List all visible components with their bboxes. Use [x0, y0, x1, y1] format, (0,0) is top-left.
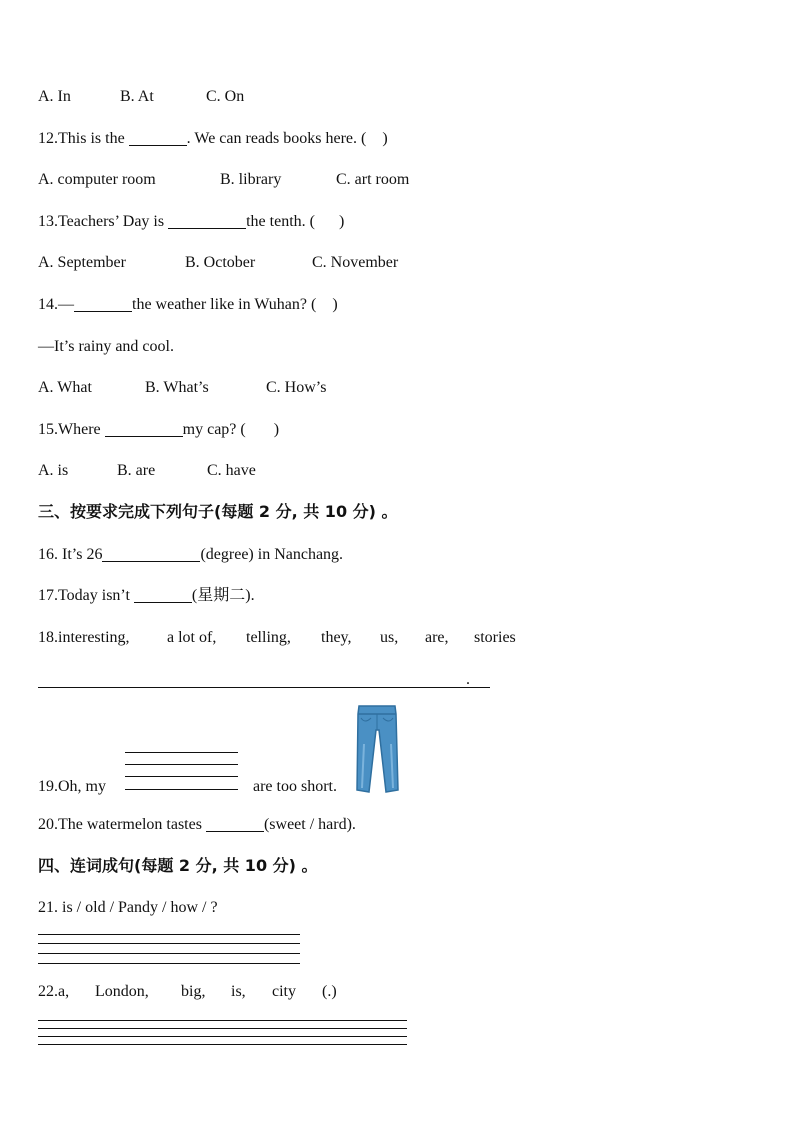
- q14-option-c[interactable]: C. How’s: [266, 379, 327, 396]
- q11-option-b[interactable]: B. At: [120, 88, 154, 105]
- q18-word: they,: [321, 629, 352, 646]
- q14-question: [38, 295, 338, 315]
- q15-question: [38, 420, 279, 440]
- q18-words: [38, 628, 538, 648]
- q22-answer-line[interactable]: [38, 1036, 407, 1037]
- q18-word: us,: [380, 629, 399, 646]
- q18-word: a lot of,: [167, 629, 217, 646]
- q17-text-before: 17.Today isn’t: [38, 587, 134, 604]
- q21-answer-line[interactable]: [38, 963, 300, 964]
- q17-text-after: (星期二).: [191, 587, 255, 604]
- q12-option-c[interactable]: C. art room: [336, 171, 410, 188]
- q15-option-c[interactable]: C. have: [207, 462, 256, 479]
- q12-option-a[interactable]: A. computer room: [38, 171, 156, 188]
- q18-word: stories: [474, 629, 516, 646]
- q19-answer-line[interactable]: [125, 789, 238, 790]
- q21-answer-line[interactable]: [38, 934, 300, 935]
- q15-option-a[interactable]: A. is: [38, 462, 69, 479]
- q22-word: big,: [181, 983, 206, 1000]
- q22-word: (.): [322, 983, 337, 1000]
- q13-question: [38, 212, 344, 232]
- section-3-heading: 三、按要求完成下列句子(每题 2 分, 共 10 分) 。: [38, 502, 398, 521]
- q16-blank[interactable]: [102, 545, 200, 562]
- q21-answer-line[interactable]: [38, 953, 300, 954]
- q15-text-before: 15.Where: [38, 421, 105, 438]
- q14-text-after: the weather like in Wuhan? ( ): [132, 296, 338, 313]
- q14-answer: —It’s rainy and cool.: [38, 338, 174, 355]
- q14-text-before: 14.—: [38, 296, 74, 313]
- q11-option-c[interactable]: C. On: [206, 88, 245, 105]
- q19-text-after: are too short.: [253, 778, 337, 795]
- q12-question: [38, 129, 388, 149]
- q22-answer-line[interactable]: [38, 1020, 407, 1021]
- q13-options: [38, 253, 398, 273]
- q15-option-b[interactable]: B. are: [117, 462, 156, 479]
- q14-blank[interactable]: [74, 295, 132, 312]
- q20-text-before: 20.The watermelon tastes: [38, 816, 206, 833]
- q16-text-before: 16. It’s 26: [38, 546, 103, 563]
- q15-blank[interactable]: [105, 420, 183, 437]
- q14-option-a[interactable]: A. What: [38, 379, 92, 396]
- q22-answer-line[interactable]: [38, 1028, 407, 1029]
- q21-answer-line[interactable]: [38, 943, 300, 944]
- q13-option-a[interactable]: A. September: [38, 254, 126, 271]
- q21-question: 21. is / old / Pandy / how / ?: [38, 899, 218, 916]
- q12-text-after: . We can reads books here. ( ): [186, 130, 388, 147]
- q19-answer-line[interactable]: [125, 776, 238, 777]
- q19-answer-line[interactable]: [125, 764, 238, 765]
- q12-option-b[interactable]: B. library: [220, 171, 282, 188]
- q16-question: [38, 545, 343, 565]
- q22-word: 22.a,: [38, 983, 70, 1000]
- q13-option-c[interactable]: C. November: [312, 254, 399, 271]
- q12-blank[interactable]: [129, 129, 187, 146]
- jeans-icon: [355, 704, 399, 794]
- q22-words: [38, 982, 358, 1002]
- q14-option-b[interactable]: B. What’s: [145, 379, 209, 396]
- q15-text-after: my cap? ( ): [182, 421, 280, 438]
- q13-text-before: 13.Teachers’ Day is: [38, 213, 169, 230]
- q18-answer-line[interactable]: [38, 687, 490, 688]
- q18-word: are,: [425, 629, 449, 646]
- q19-text-before: 19.Oh, my: [38, 778, 106, 795]
- q18-word: telling,: [246, 629, 291, 646]
- q16-text-after: (degree) in Nanchang.: [200, 546, 344, 563]
- q22-word: city: [272, 983, 296, 1000]
- q22-word: is,: [231, 983, 246, 1000]
- q22-word: London,: [95, 983, 149, 1000]
- q19-answer-line[interactable]: [125, 752, 238, 753]
- q17-question: [38, 586, 255, 606]
- q11-options: [38, 87, 244, 107]
- q22-answer-line[interactable]: [38, 1044, 407, 1045]
- q13-blank[interactable]: [168, 212, 246, 229]
- q12-text-before: 12.This is the: [38, 130, 129, 147]
- q20-text-after: (sweet / hard).: [263, 816, 356, 833]
- q20-blank[interactable]: [206, 815, 264, 832]
- q14-options: [38, 378, 326, 398]
- q11-option-a[interactable]: A. In: [38, 88, 71, 105]
- q18-word: 18.interesting,: [38, 629, 130, 646]
- q15-options: [38, 461, 256, 481]
- section-4-heading: 四、连词成句(每题 2 分, 共 10 分) 。: [38, 856, 318, 875]
- q17-blank[interactable]: [134, 586, 192, 603]
- q13-option-b[interactable]: B. October: [185, 254, 256, 271]
- q13-text-after: the tenth. ( ): [246, 213, 345, 230]
- q12-options: [38, 170, 409, 190]
- q18-end-period: .: [466, 671, 470, 688]
- q20-question: [38, 815, 356, 835]
